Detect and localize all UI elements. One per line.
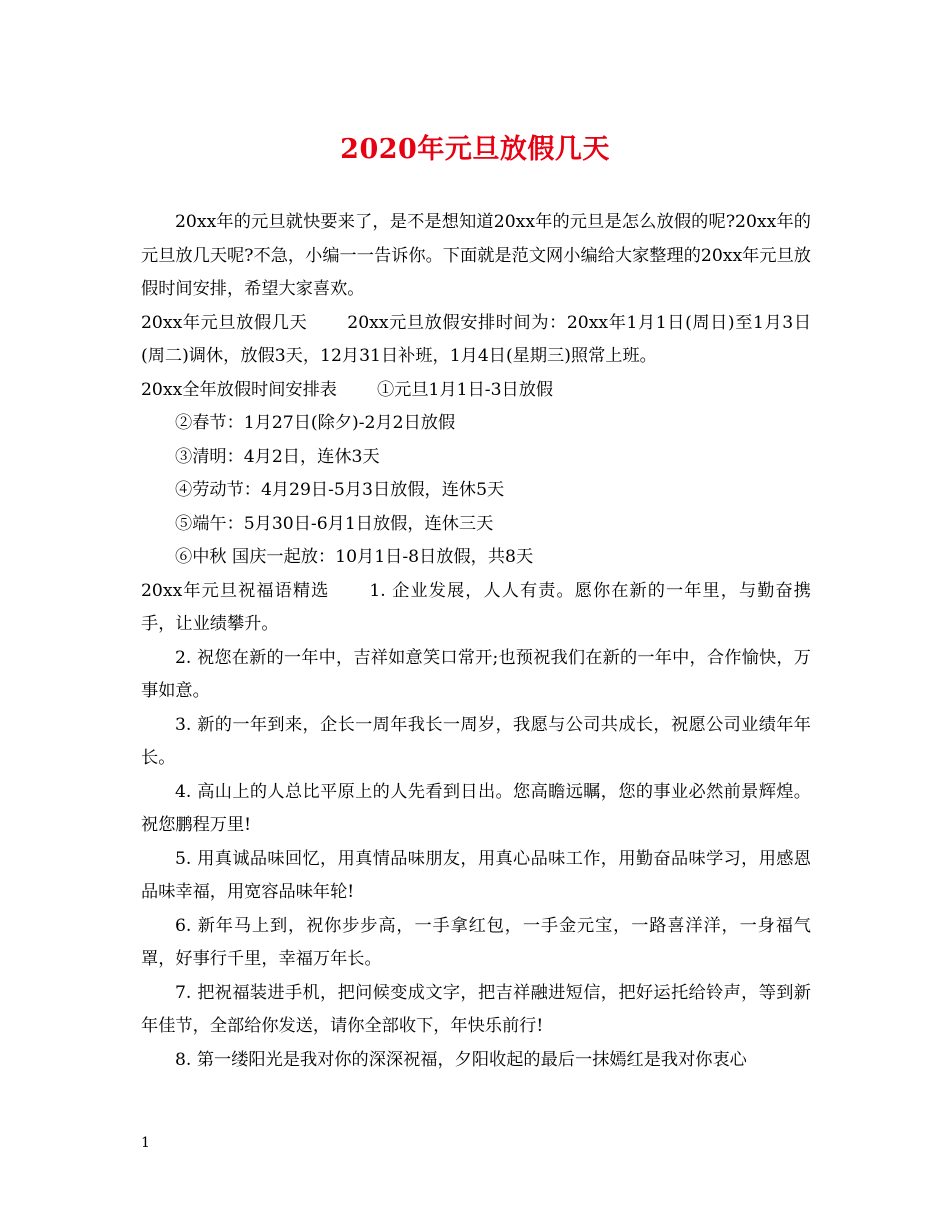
schedule-item-2: ②春节：1月27日(除夕)-2月2日放假 bbox=[175, 413, 456, 433]
greeting-item-4: 4. 高山上的人总比平原上的人先看到日出。您高瞻远瞩，您的事业必然前景辉煌。祝您鹏程万里! bbox=[141, 781, 811, 835]
document-title: 2020年元旦放假几天 bbox=[340, 134, 610, 165]
schedule-item-1: ①元旦1月1日-3日放假 bbox=[376, 379, 554, 400]
document-body bbox=[141, 206, 811, 1077]
greetings-heading-line bbox=[141, 575, 811, 642]
greeting-item-7: 7. 把祝福装进手机，把问候变成文字，把吉祥融进短信，把好运托给铃声，等到新年佳节，全部给你发送，请你全部收下，年快乐前行! bbox=[141, 982, 811, 1036]
holiday-arrangement-text: 20xx元旦放假安排时间为：20xx年1月1日(周日)至1月3日(周二)调休，放假3天，12月31日补班，1月4日(星期三)照常上班。 bbox=[141, 312, 812, 366]
greeting-item-3: 3. 新的一年到来，企长一周年我长一周岁，我愿与公司共成长，祝愿公司业绩年年长。 bbox=[141, 714, 811, 768]
greeting-item-8: 8. 第一缕阳光是我对你的深深祝福，夕阳收起的最后一抹嫣红是我对你衷心 bbox=[175, 1049, 747, 1070]
holiday-arrangement-paragraph bbox=[141, 307, 811, 374]
section-heading-holiday-days: 20xx年元旦放假几天 bbox=[141, 312, 308, 333]
section-heading-schedule: 20xx全年放假时间安排表 bbox=[141, 379, 337, 400]
intro-paragraph: 20xx年的元旦就快要来了，是不是想知道20xx年的元旦是怎么放假的呢?20xx年的元旦放几天呢?不急，小编一一告诉你。下面就是范文网小编给大家整理的20xx年元旦放假时间安排，希望大家喜欢。 bbox=[141, 212, 811, 299]
schedule-item-5: ⑤端午：5月30日-6月1日放假，连休三天 bbox=[175, 513, 494, 534]
schedule-item-3: ③清明：4月2日，连休3天 bbox=[175, 446, 380, 467]
page-number: 1 bbox=[141, 1135, 150, 1151]
schedule-item-6: ⑥中秋 国庆一起放：10月1日-8日放假，共8天 bbox=[175, 547, 534, 567]
greeting-item-5: 5. 用真诚品味回忆，用真情品味朋友，用真心品味工作，用勤奋品味学习，用感恩品味幸福，用宽容品味年轮! bbox=[141, 848, 811, 902]
greeting-item-1: 1. 企业发展，人人有责。愿你在新的一年里，与勤奋携手，让业绩攀升。 bbox=[141, 580, 811, 634]
section-heading-greetings: 20xx年元旦祝福语精选 bbox=[141, 580, 330, 601]
greeting-item-2: 2. 祝您在新的一年中，吉祥如意笑口常开;也预祝我们在新的一年中，合作愉快，万事如意。 bbox=[141, 647, 811, 701]
schedule-item-4: ④劳动节：4月29日-5月3日放假，连休5天 bbox=[175, 480, 505, 500]
greeting-item-6: 6. 新年马上到，祝你步步高，一手拿红包，一手金元宝，一路喜洋洋，一身福气罩，好事行千里，幸福万年长。 bbox=[141, 915, 811, 969]
schedule-heading-line bbox=[141, 374, 811, 408]
